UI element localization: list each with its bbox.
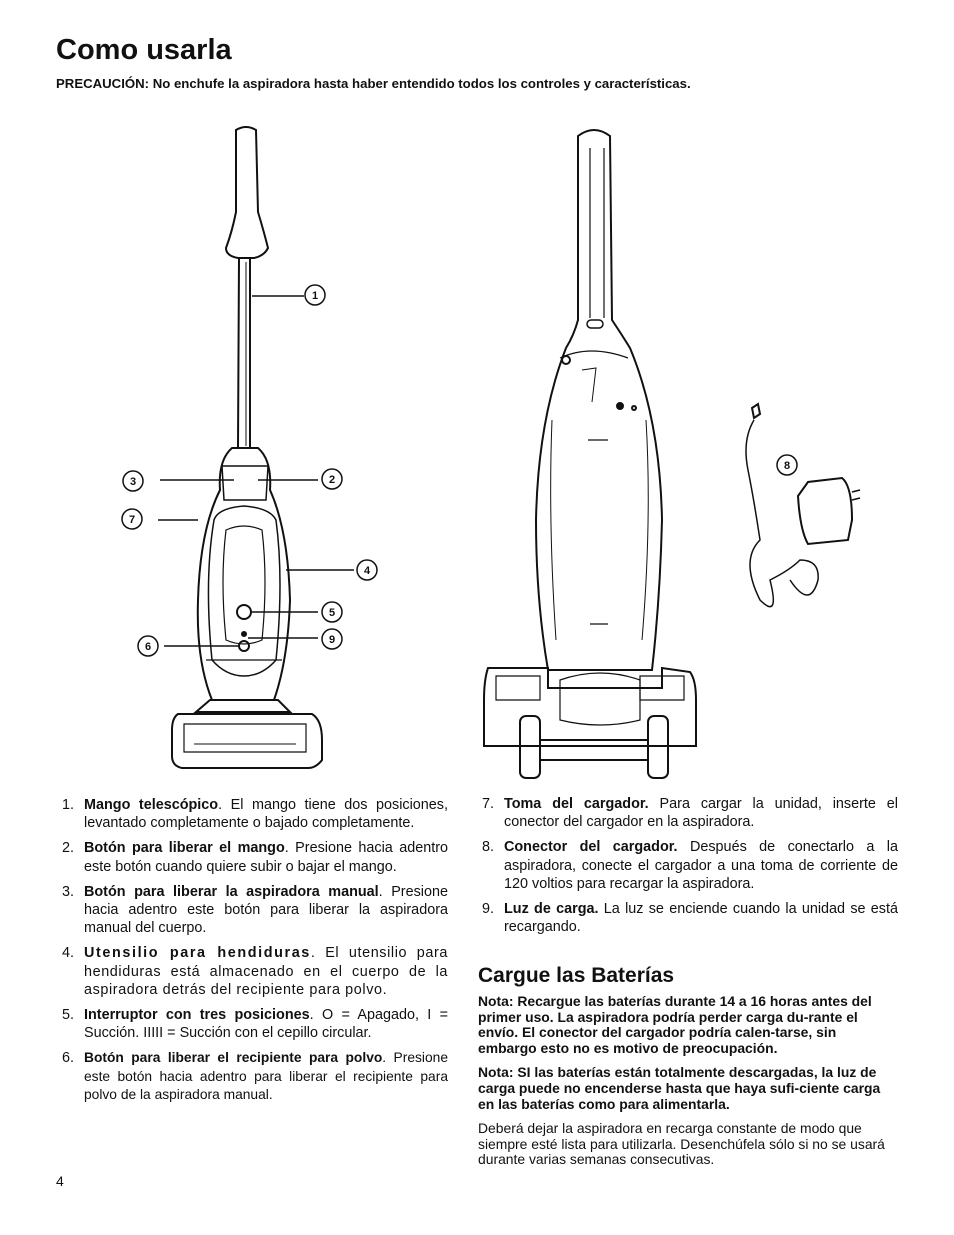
list-item: 9. Luz de carga. La luz se enciende cuando la unidad se está recargando. (482, 901, 898, 936)
svg-text:9: 9 (328, 634, 336, 646)
svg-text:7: 7 (128, 514, 136, 526)
list-item: 6. Botón para liberar el recipiente para polvo. Presione este botón hacia adentro para liberar el recipiente para polvo de la aspiradora manual. (62, 1050, 449, 1102)
list-item: 7. Toma del cargador. Para cargar la unidad, inserte el conector del cargador en la aspiradora. (482, 796, 898, 831)
svg-text:2: 2 (328, 474, 336, 486)
page-number: 4 (56, 1173, 64, 1189)
svg-text:5: 5 (328, 607, 336, 619)
parts-list-right (482, 795, 898, 943)
callout-9 (322, 629, 342, 649)
callout-5 (322, 602, 342, 622)
list-item: 5. Interruptor con tres posiciones. O = Apagado, I = Succión. IIIII = Succión con el cepillo circular. (62, 1007, 449, 1042)
callout-4 (357, 560, 377, 580)
list-item: 8. Conector del cargador. Después de conectarlo a la aspiradora, conecte el cargador a una toma de corriente de 120 voltios para recargar la aspiradora. (482, 839, 898, 892)
callout-3 (123, 471, 143, 491)
list-item: 2. Botón para liberar el mango. Presione hacia adentro este botón cuando quiere subir o bajar el mango. (62, 840, 448, 875)
svg-text:6: 6 (144, 641, 152, 653)
callout-8 (777, 455, 797, 475)
svg-text:8: 8 (783, 460, 791, 472)
svg-text:4: 4 (363, 565, 371, 577)
note-2: Nota: SI las baterías están totalmente descargadas, la luz de carga puede no encenderse hasta que haya sufi-ciente carga en las baterías como para alimentarla. (478, 1064, 881, 1112)
callout-6 (138, 636, 158, 656)
vacuum-illustration (0, 110, 954, 790)
body-text: Deberá dejar la aspiradora en recarga constante de modo que siempre esté lista para utilizarla. Desenchúfela sólo si no se usará durante varias semanas consecutivas. (478, 1120, 885, 1168)
note-1: Nota: Recargue las baterías durante 14 a 16 horas antes del primer uso. La aspiradora podría perder carga du-rante el envío. El conector del cargador podría calen-tarse, sin embargo esto no es motivo de preocupación. (478, 993, 872, 1056)
callout-2 (322, 469, 342, 489)
page-title: Como usarla (56, 34, 232, 66)
caution-text: PRECAUCIÓN: No enchufe la aspiradora hasta haber entendido todos los controles y características. (56, 76, 691, 91)
list-item: 3. Botón para liberar la aspiradora manual. Presione hacia adentro este botón para liberar la aspiradora manual del cuerpo. (62, 883, 448, 937)
charging-notes (478, 994, 898, 1177)
svg-text:3: 3 (129, 476, 137, 488)
section-title: Cargue las Baterías (478, 964, 675, 987)
callout-1 (305, 285, 325, 305)
list-item: 4. Utensilio para hendiduras. El utensilio para hendiduras está almacenado en el cuerpo de la aspiradora detrás del recipiente para polvo. (62, 945, 448, 998)
list-item: 1. Mango telescópico. El mango tiene dos posiciones, levantado completamente o bajado completamente. (62, 797, 448, 832)
callout-7 (122, 509, 142, 529)
parts-list-left (62, 796, 448, 1111)
svg-text:1: 1 (311, 290, 319, 302)
